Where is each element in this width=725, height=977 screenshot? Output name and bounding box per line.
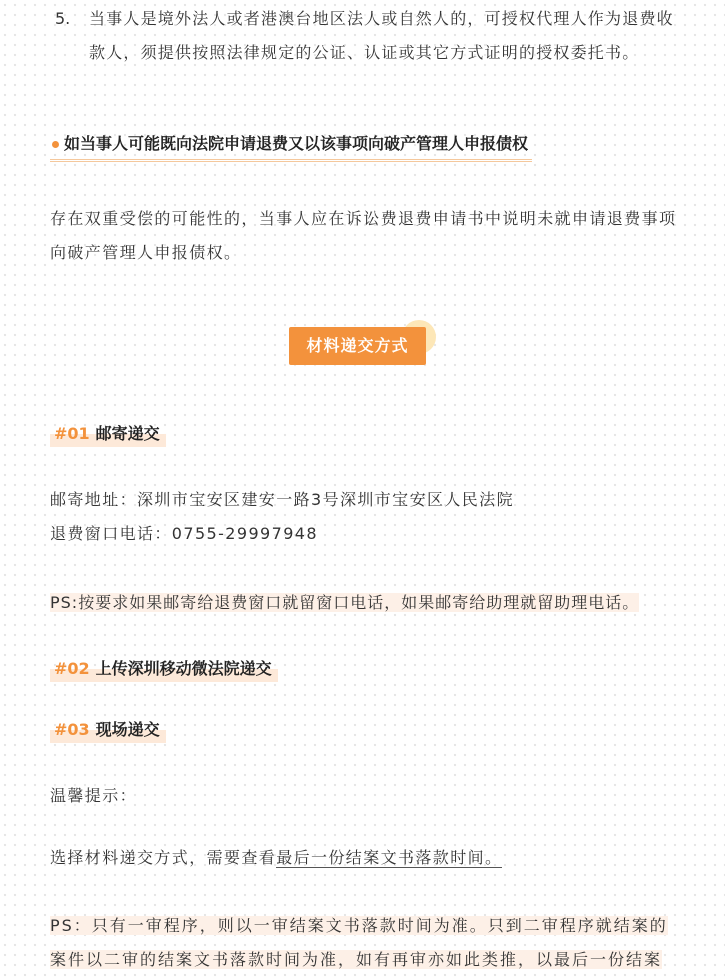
ps-final-text: PS：只有一审程序，则以一审结案文书落款时间为准。只到二审程序就结案的案件以二审的结案文书落款时间为准，如有再审亦如此类推，以最后一份结案 bbox=[50, 916, 668, 969]
ps-mail-note bbox=[50, 586, 639, 620]
section-title-badge: 材料递交方式 bbox=[289, 327, 426, 365]
tips-text-prefix: 选择材料递交方式，需要查看 bbox=[50, 848, 277, 867]
method-tag-03 bbox=[50, 717, 166, 743]
tips-text bbox=[50, 841, 678, 875]
paragraph-double-compensation: 存在双重受偿的可能性的，当事人应在诉讼费退费申请书中说明未就申请退费事项向破产管理人申报债权。 bbox=[50, 209, 677, 262]
method-number: #01 bbox=[54, 424, 90, 443]
tips-label: 温馨提示： bbox=[50, 786, 138, 805]
bullet-dot-icon bbox=[52, 141, 59, 148]
method-tag-02 bbox=[50, 656, 278, 682]
list-item-number: 5. bbox=[55, 9, 71, 28]
method-tag-01 bbox=[50, 421, 166, 447]
ps-mail-text: PS:按要求如果邮寄给退费窗口就留窗口电话，如果邮寄给助理就留助理电话。 bbox=[50, 593, 640, 612]
method-number: #03 bbox=[54, 720, 90, 739]
ps-final-note bbox=[50, 909, 678, 977]
list-item-text: 当事人是境外法人或者港澳台地区法人或自然人的，可授权代理人作为退费收款人，须提供按照法律规定的公证、认证或其它方式证明的授权委托书。 bbox=[89, 9, 674, 62]
mail-address: 邮寄地址：深圳市宝安区建安一路3号深圳市宝安区人民法院 bbox=[50, 490, 514, 509]
section-header bbox=[289, 320, 439, 370]
method-label: 现场递交 bbox=[95, 720, 160, 739]
method-number: #02 bbox=[54, 659, 90, 678]
tips-text-underlined: 最后一份结案文书落款时间。 bbox=[276, 848, 503, 867]
sub-heading-text: 如当事人可能既向法院申请退费又以该事项向破产管理人申报债权 bbox=[64, 134, 529, 153]
method-label: 上传深圳移动微法院递交 bbox=[95, 659, 272, 678]
method-label: 邮寄递交 bbox=[95, 424, 160, 443]
refund-phone: 退费窗口电话：0755-29997948 bbox=[50, 524, 318, 543]
sub-heading bbox=[50, 131, 532, 162]
